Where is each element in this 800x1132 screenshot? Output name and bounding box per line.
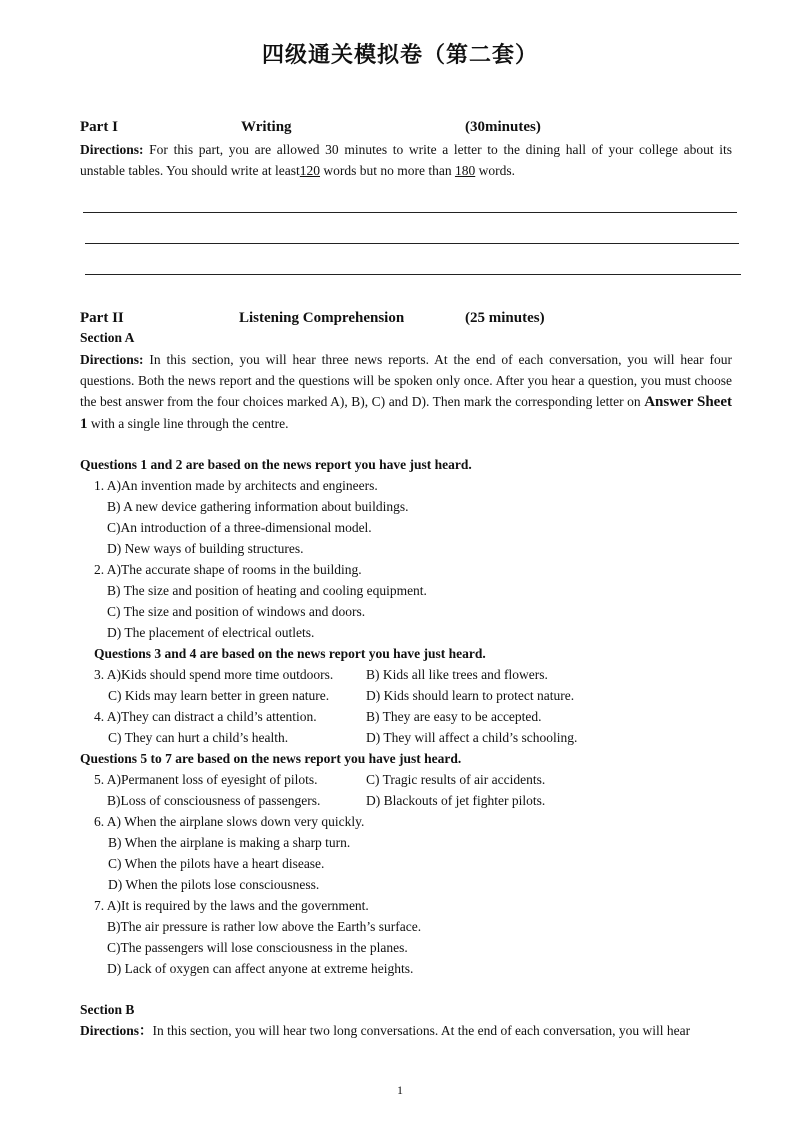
writing-line-3 xyxy=(85,274,741,275)
part1-directions-label: Directions: xyxy=(80,142,144,157)
q7-option-a: 7. A)It is required by the laws and the government. xyxy=(94,898,369,913)
page-title: 四级通关模拟卷（第二套） xyxy=(261,43,538,68)
part2-name: Listening Comprehension xyxy=(239,310,405,326)
q4-option-b: B) They are easy to be accepted. xyxy=(366,709,542,724)
page-number: 1 xyxy=(397,1083,403,1097)
part2-time: (25 minutes) xyxy=(465,310,545,326)
group1-heading: Questions 1 and 2 are based on the news report you have just heard. xyxy=(80,457,472,472)
section-b-label: Section B xyxy=(80,1002,135,1017)
q2-option-b: B) The size and position of heating and cooling equipment. xyxy=(107,583,427,598)
q1-option-c: C)An introduction of a three-dimensional model. xyxy=(107,520,372,535)
section-a-directions-text: In this section, you will hear three news reports. At the end of each conversation, you will hear four questions. Both the news report and the questions will be spoken only once. After you hear a question, you must choose the best answer from the four choices marked A), B), C) and D). Then mark the corresponding letter on xyxy=(80,352,733,409)
q2-option-c: C) The size and position of windows and doors. xyxy=(107,604,366,619)
part1-label: Part I xyxy=(80,119,118,135)
q7-option-b: B)The air pressure is rather low above the Earth’s surface. xyxy=(107,919,422,934)
section-a-directions-label: Directions: xyxy=(80,352,144,367)
q5-option-c: C) Tragic results of air accidents. xyxy=(366,772,546,787)
q3-option-c: C) Kids may learn better in green nature. xyxy=(108,688,330,703)
part1-directions xyxy=(80,139,732,181)
writing-line-1 xyxy=(83,212,737,213)
q2-option-a: 2. A)The accurate shape of rooms in the building. xyxy=(94,562,362,577)
writing-line-2 xyxy=(85,243,739,244)
q4-option-c: C) They can hurt a child’s health. xyxy=(108,730,289,745)
section-b-directions xyxy=(80,1021,732,1041)
section-a-label: Section A xyxy=(80,330,135,345)
q5-option-d: D) Blackouts of jet fighter pilots. xyxy=(366,793,546,808)
q6-option-c: C) When the pilots have a heart disease. xyxy=(108,856,325,871)
q1-option-b: B) A new device gathering information about buildings. xyxy=(107,499,409,514)
part1-directions-text-a: For this part, you are allowed 30 minutes to write a letter to the dining hall of your college about its unstable tables. You should write at least xyxy=(80,142,732,178)
answer-sheet-label: Answer Sheet 1 xyxy=(80,394,732,432)
part1-max-words: 180 xyxy=(454,163,476,178)
section-a-directions-end: with a single line through the centre. xyxy=(90,416,289,431)
group3-heading: Questions 5 to 7 are based on the news report you have just heard. xyxy=(80,751,462,766)
section-a-directions xyxy=(80,349,732,435)
q3-option-a: 3. A)Kids should spend more time outdoors. xyxy=(94,667,334,682)
q5-option-b: B)Loss of consciousness of passengers. xyxy=(107,793,321,808)
q7-option-d: D) Lack of oxygen can affect anyone at extreme heights. xyxy=(107,961,414,976)
q3-option-b: B) Kids all like trees and flowers. xyxy=(366,667,548,682)
q4-option-a: 4. A)They can distract a child’s attention. xyxy=(94,709,317,724)
q4-option-d: D) They will affect a child’s schooling. xyxy=(366,730,578,745)
part1-directions-text-c: words. xyxy=(478,163,515,178)
section-b-directions-text: In this section, you will hear two long conversations. At the end of each conversation, you will hear xyxy=(152,1023,691,1038)
q2-option-d: D) The placement of electrical outlets. xyxy=(107,625,315,640)
q1-option-d: D) New ways of building structures. xyxy=(107,541,304,556)
section-b-directions-label: Directions： xyxy=(80,1023,153,1038)
part1-directions-text-b: words but no more than xyxy=(323,163,452,178)
q3-option-d: D) Kids should learn to protect nature. xyxy=(366,688,575,703)
part1-time: (30minutes) xyxy=(465,119,541,135)
part1-name: Writing xyxy=(241,119,292,135)
q5-option-a: 5. A)Permanent loss of eyesight of pilots. xyxy=(94,772,318,787)
q6-option-b: B) When the airplane is making a sharp turn. xyxy=(108,835,351,850)
q6-option-d: D) When the pilots lose consciousness. xyxy=(108,877,320,892)
part2-label: Part II xyxy=(80,310,124,326)
group2-heading: Questions 3 and 4 are based on the news report you have just heard. xyxy=(94,646,486,661)
part1-min-words: 120 xyxy=(299,163,320,178)
q1-option-a: 1. A)An invention made by architects and engineers. xyxy=(94,478,378,493)
q7-option-c: C)The passengers will lose consciousness in the planes. xyxy=(107,940,408,955)
q6-option-a: 6. A) When the airplane slows down very quickly. xyxy=(94,814,365,829)
